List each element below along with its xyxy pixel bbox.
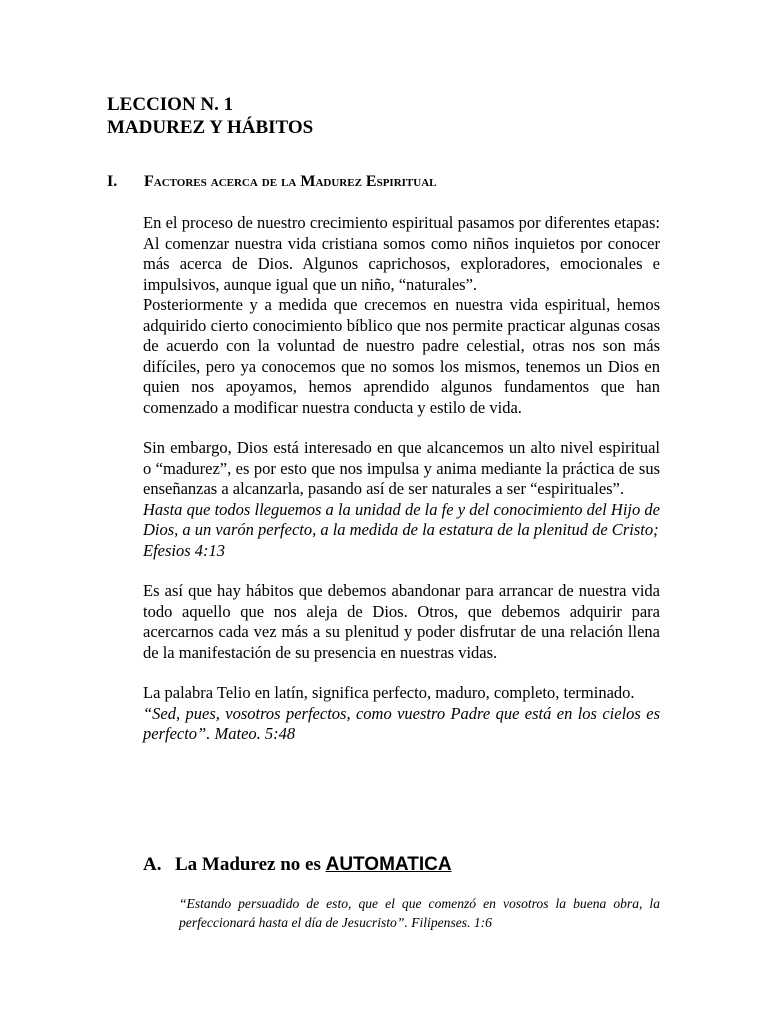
section-number: I. — [107, 173, 118, 190]
section-heading — [107, 172, 437, 192]
subsection-heading — [143, 853, 452, 877]
paragraph-1: En el proceso de nuestro crecimiento espiritual pasamos por diferentes etapas: Al comenzar nuestra vida cristiana somos como niños inquietos por conocer más acerca de Dios. Algunos caprichosos, exploradores, emocionales e impulsivos, aunque igual que un niño, “naturales”. — [143, 213, 660, 294]
verse-ephesians: Hasta que todos lleguemos a la unidad de la fe y del conocimiento del Hijo de Dios, a un varón perfecto, a la medida de la estatura de la plenitud de Cristo; — [143, 499, 660, 539]
subsection-letter: A. — [143, 854, 162, 875]
subsection-emphasis: AUTOMATICA — [325, 854, 452, 875]
subsection-text: La Madurez no es — [175, 854, 326, 875]
section-title: Factores acerca de la Madurez Espiritual — [144, 173, 437, 190]
lesson-title: MADUREZ Y HÁBITOS — [107, 117, 314, 138]
verse-mateo: “Sed, pues, vosotros perfectos, como vuestro Padre que está en los cielos es perfecto”. Mateo. 5:48 — [143, 703, 660, 743]
lesson-number: LECCION N. 1 — [107, 94, 234, 115]
paragraph-5: La palabra Telio en latín, significa perfecto, maduro, completo, terminado. — [143, 683, 635, 702]
paragraph-2: Posteriormente y a medida que crecemos en nuestra vida espiritual, hemos adquirido cierto conocimiento bíblico que nos permite practicar algunas cosas de acuerdo con la voluntad de nuestro padre celestial, otras nos son más difíciles, pero ya conocemos que no somos los mismos, tenemos un Dios en quien nos apoyamos, hemos aprendido algunos fundamentos que han comenzado a modificar nuestra conducta y estilo de vida. — [143, 295, 660, 417]
paragraph-3: Sin embargo, Dios está interesado en que alcancemos un alto nivel espiritual o “madurez”, es por esto que nos impulsa y anima mediante la práctica de sus enseñanzas a alcanzarla, pasando así de ser naturales a ser “espirituales”. — [143, 438, 660, 498]
verse-ephesians-ref: Efesios 4:13 — [143, 540, 226, 560]
document-title — [107, 93, 313, 139]
philippians-quote: “Estando persuadido de esto, que el que comenzó en vosotros la buena obra, la perfeccionará hasta el día de Jesucristo”. Filipenses. 1:6 — [179, 896, 660, 930]
section-body — [143, 213, 660, 745]
paragraph-4: Es así que hay hábitos que debemos abandonar para arrancar de nuestra vida todo aquello que nos aleja de Dios. Otros, que debemos adquirir para acercarnos cada vez más a su plenitud y poder disfrutar de una relación llena de la manifestación de su presencia en nuestras vidas. — [143, 581, 660, 662]
